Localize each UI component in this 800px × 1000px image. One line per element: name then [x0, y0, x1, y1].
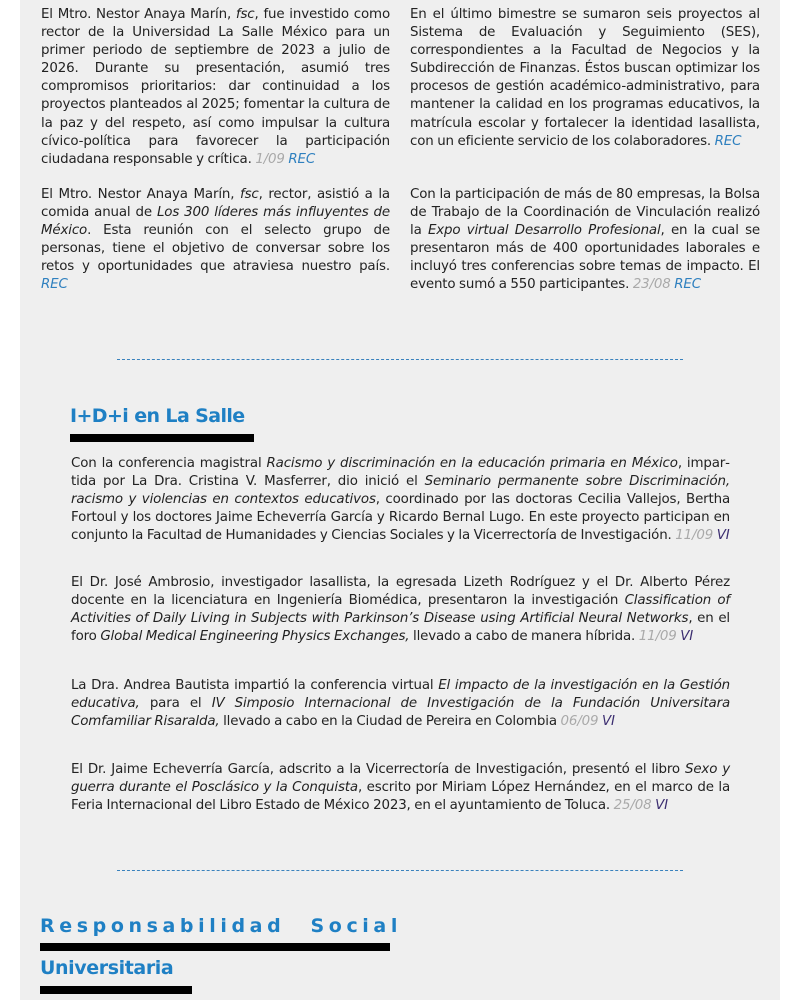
source-tag: VI: [601, 714, 615, 730]
body-text: , en el foro: [71, 611, 730, 645]
body-text: El Mtro. Nestor Anaya Marín,: [41, 7, 236, 22]
heading-underline-bar: [40, 986, 192, 994]
news-date: 11/09: [675, 528, 717, 544]
body-text: llevado a cabo en la Ciudad de Pereira en Colombia: [219, 714, 561, 730]
italic-title-text: Los 300 líderes más influyentes de México: [41, 205, 390, 239]
news-item: [71, 455, 730, 545]
italic-title-text: Expo virtual Desarrollo Profesional: [427, 223, 661, 239]
news-date: 06/09: [560, 714, 602, 730]
source-tag: VI: [655, 798, 668, 814]
section-heading-rsu-line-2: Universitaria: [40, 957, 174, 979]
source-tag: REC: [714, 133, 742, 149]
dashed-divider: [117, 359, 683, 360]
body-text: llevado a cabo de manera híbrida.: [409, 629, 639, 645]
italic-title-text: Racismo y discriminación en la educación primaria en México: [266, 456, 678, 471]
italic-title-text: Global Medical Engineering Physics Exchanges,: [100, 629, 410, 645]
news-date: 25/08: [613, 798, 656, 814]
italic-title-text: Classification of Activities of Daily Living in Subjects with Parkinson’s Disease using Artificial Neural Networks: [71, 593, 730, 627]
dashed-divider: [117, 870, 683, 871]
news-item: [71, 574, 730, 646]
body-text: En el último bimestre se sumaron seis proyectos al Sistema de Evaluación y Seguimiento (SES), correspondientes a la Facultad de Negocios y la Subdirección de Finanzas. Éstos buscan optimizar los procesos de gestión académico-administrativo, para mantener la calidad en los programas educativos, la matrícula escolar y fortalecer la identidad lasallista, con un eficiente servicio de los colaboradores.: [410, 7, 760, 149]
section-heading-idi: I+D+i en La Salle: [70, 405, 245, 427]
source-tag: VI: [716, 528, 730, 544]
source-tag: REC: [288, 151, 316, 167]
body-text: , coordinado por las doctoras Cecilia Vallejos, Bertha Fortoul y los doctores Jaime Echeverría García y Ricardo Bernal Lugo. En este proyecto participan en conjunto la Facultad de Humanidades y Ciencias Sociales y la Vicerrectoría de Investigación.: [71, 492, 730, 544]
news-date: 23/08: [632, 277, 675, 293]
news-item: [410, 186, 760, 295]
body-text: , fue investido como rector de la Universidad La Salle México para un primer periodo de septiembre de 2023 a julio de 2026. Durante su presentación, asumió tres compromisos prioritarios: dar continuidad a los proyectos planteados al 2025; fomentar la cultura de la paz y del respeto, así como impulsar la cultura cívico-política para favorecer la participación ciudadana responsable y crítica.: [41, 7, 390, 167]
body-text: , impartida por La Dra. Cristina V. Masferrer, dio inició el: [71, 456, 730, 490]
news-item: [41, 186, 390, 295]
body-text: Con la conferencia magistral: [71, 456, 267, 471]
news-item: [71, 761, 730, 815]
news-date: 1/09: [255, 151, 289, 167]
body-text: La Dra. Andrea Bautista impartió la conferencia virtual: [71, 678, 439, 693]
body-text: Con la participación de más de 80 empresas, la Bolsa de Trabajo de la Coordinación de Vinculación realizó la: [410, 187, 760, 239]
body-text: , en la cual se presentaron más de 400 oportunidades laborales e incluyó tres conferencias sobre temas de impacto. El evento sumó a 550 participantes.: [410, 223, 760, 293]
body-text: , escrito por Miriam López Hernández, en el marco de la Feria Internacional del Libro Estado de México 2023, en el ayuntamiento de Toluca.: [71, 780, 731, 814]
body-text: , rector, asistió a la comida anual de: [41, 187, 390, 221]
body-text: El Mtro. Nestor Anaya Marín,: [41, 187, 240, 202]
heading-underline-bar: [40, 943, 390, 951]
italic-title-text: Sexo y guerra durante el Posclásico y la Conquista: [71, 762, 731, 796]
section-heading-rsu-line-1: Responsabilidad Social: [40, 915, 402, 937]
body-text: para el: [139, 696, 212, 712]
italic-title-text: El impacto de la investigación en la Gestión educativa,: [71, 678, 730, 712]
heading-underline-bar: [70, 434, 254, 442]
news-item: [41, 6, 390, 169]
source-tag: REC: [674, 277, 701, 293]
body-text: El Dr. José Ambrosio, investigador lasallista, la egresada Lizeth Rodríguez y el Dr. Alberto Pérez docente en la licenciatura en Ingeniería Biomédica, presentaron la investigación: [71, 575, 730, 609]
news-item: [71, 677, 730, 731]
italic-title-text: fsc: [240, 187, 259, 202]
news-item: [410, 6, 760, 151]
italic-title-text: fsc: [235, 7, 255, 22]
italic-title-text: Seminario permanente sobre Discriminación, racismo y violencias en contextos educativos: [71, 474, 730, 508]
italic-title-text: IV Simposio Internacional de Investigación de la Fundación Universitara Comfamiliar Risaralda,: [71, 696, 731, 730]
body-text: . Esta reunión con el selecto grupo de personas, tiene el objetivo de conversar sobre los retos y oportunidades que atraviesa nuestro país.: [41, 223, 390, 275]
body-text: El Dr. Jaime Echeverría García, adscrito a la Vicerrectoría de Investigación, presentó el libro: [71, 762, 685, 777]
news-date: 11/09: [638, 629, 681, 645]
source-tag: REC: [41, 277, 68, 293]
source-tag: VI: [680, 629, 693, 645]
